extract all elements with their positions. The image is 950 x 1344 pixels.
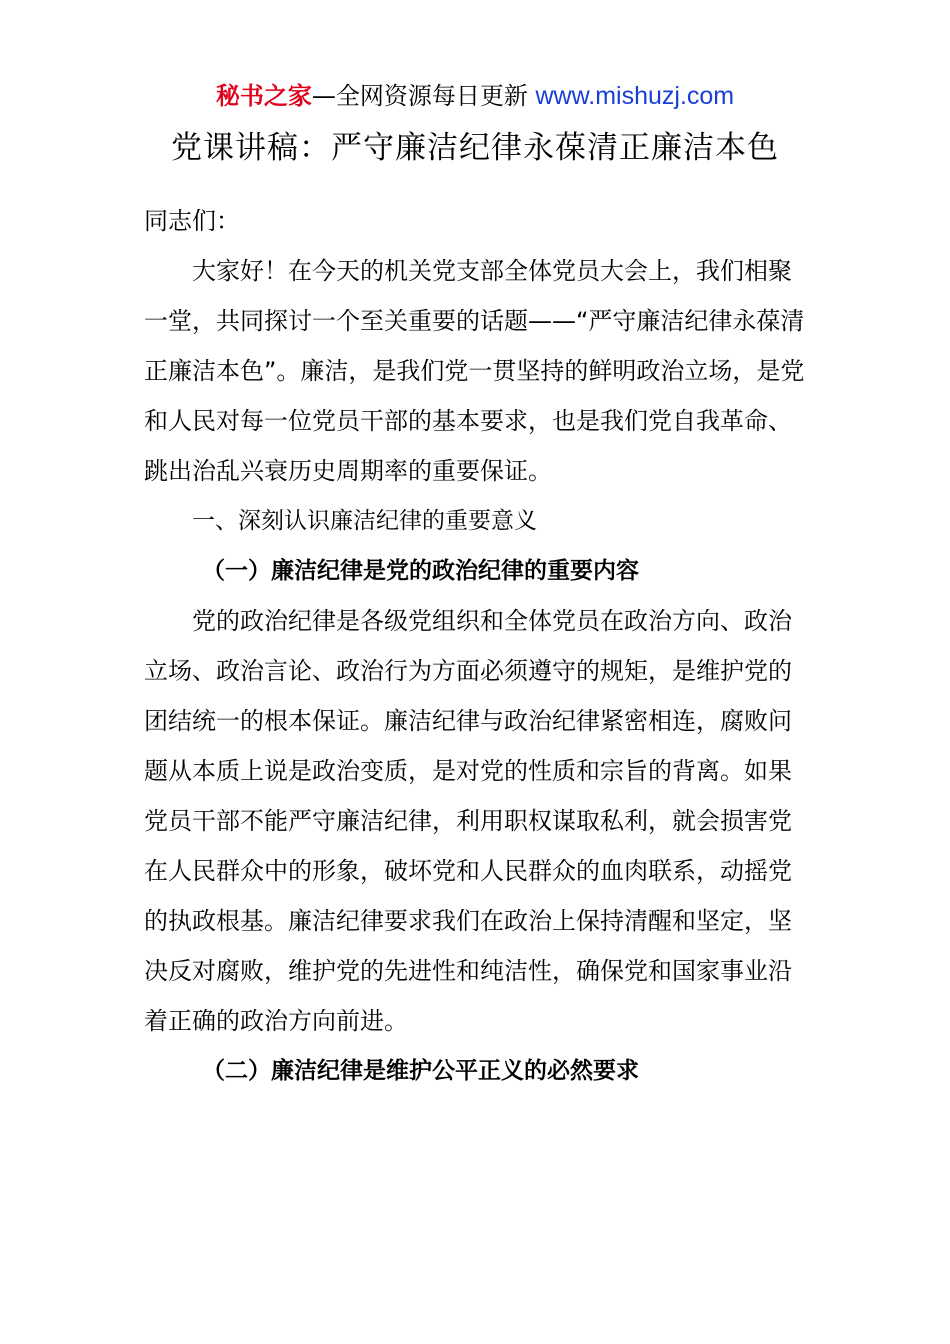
site-tagline: —全网资源每日更新 [311, 82, 528, 110]
site-url-link[interactable]: www.mishuzj.com [535, 82, 735, 110]
subsection-heading-2: （二）廉洁纪律是维护公平正义的必然要求 [202, 1058, 639, 1084]
subsection-1-paragraph: 党的政治纪律是各级党组织和全体党员在政治方向、政治立场、政治言论、政治行为方面必须遵守的规矩，是维护党的团结统一的根本保证。廉洁纪律与政治纪律紧密相连，腐败问题从本质上说是政治变质，是对党的性质和宗旨的背离。如果党员干部不能严守廉洁纪律，利用职权谋取私利，就会损害党在人民群众中的形象，破坏党和人民群众的血肉联系，动摇党的执政根基。廉洁纪律要求我们在政治上保持清醒和坚定，坚决反对腐败，维护党的先进性和纯洁性，确保党和国家事业沿着正确的政治方向前进。 [144, 607, 792, 1035]
section-heading-1: 一、深刻认识廉洁纪律的重要意义 [192, 508, 537, 534]
subsection-heading-1: （一）廉洁纪律是党的政治纪律的重要内容 [202, 558, 639, 584]
document-body [144, 196, 808, 1096]
intro-paragraph: 大家好！在今天的机关党支部全体党员大会上，我们相聚一堂，共同探讨一个至关重要的话题——“严守廉洁纪律永葆清正廉洁本色”。廉洁，是我们党一贯坚持的鲜明政治立场，是党和人民对每一位党员干部的基本要求，也是我们党自我革命、跳出治乱兴衰历史周期率的重要保证。 [144, 257, 805, 485]
document-title: 党课讲稿：严守廉洁纪律永葆清正廉洁本色 [171, 130, 779, 166]
salutation: 同志们： [144, 207, 240, 235]
site-brand: 秘书之家 [215, 82, 312, 110]
site-banner [0, 80, 950, 112]
